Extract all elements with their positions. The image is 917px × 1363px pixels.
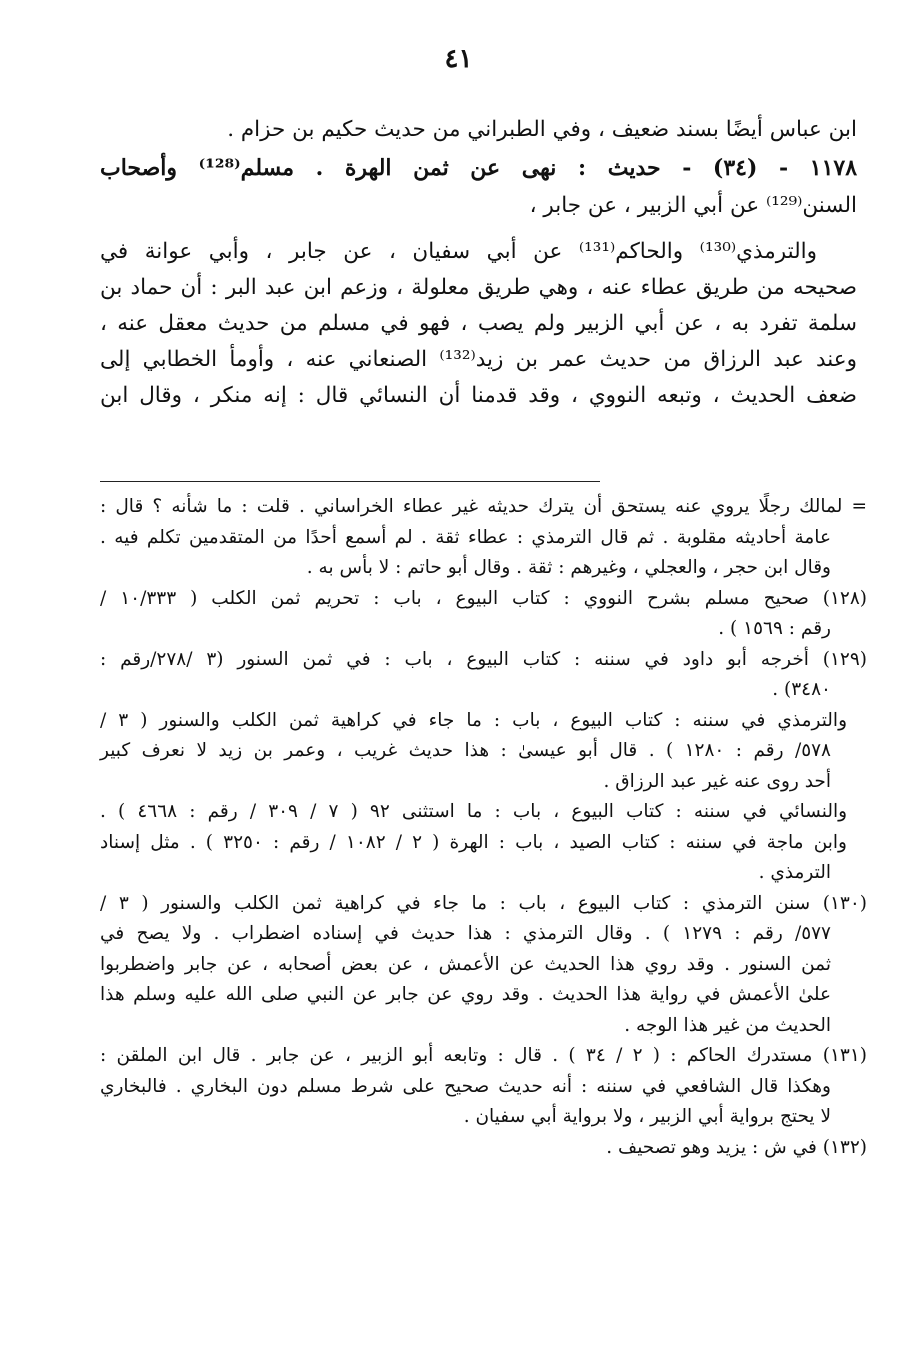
footnote-line: والنسائي في سننه : كتاب البيوع ، باب : ما استثنى ٩٢ ( ٧ / ٣٠٩ / رقم : ٤٦٦٨ ) . [100,801,848,822]
hadith-heading: ١١٧٨ - (٣٤) - حديث : نهى عن ثمن الهرة . مسلم⁽¹²⁸⁾ وأصحاب [100,155,858,181]
text-line: وعند عبد الرزاق من حديث عمر بن زيد⁽¹³²⁾ الصنعاني عنه ، وأومأ الخطابي إلى [100,347,858,372]
footnote-line: علىٰ الأعمش في رواية هذا الحديث . وقد روي عن جابر عن النبي صلى الله عليه وسلم هذا [100,984,831,1005]
footnote-line: وابن ماجة في سننه : كتاب الصيد ، باب : الهرة ( ٢ / ١٠٨٢ / رقم : ٣٢٥٠ ) . مثل إسناد [100,831,847,853]
main-text [100,112,857,414]
footnote-line: والترمذي في سننه : كتاب البيوع ، باب : ما جاء في كراهية ثمن الكلب والسنور ( ٣ / [100,709,847,731]
text-line: ابن عباس أيضًا بسند ضعيف ، وفي الطبراني من حديث حكيم بن حزام . [227,117,857,142]
footnote-line: (١٢٨) صحيح مسلم بشرح النووي : كتاب البيوع ، باب : تحريم ثمن الكلب ( ١٠/٣٣٣ / [100,587,867,609]
text-line: السنن⁽¹²⁹⁾ عن أبي الزبير ، عن جابر ، [529,193,857,218]
footnote-line: عامة أحاديثه مقلوبة . ثم قال الترمذي : عطاء ثقة . لم أسمع أحدًا من المتقدمين تكلم فيه . [100,526,831,548]
footnote-line: (١٣١) مستدرك الحاكم : ( ٢ / ٣٤ ) . قال : وتابعه أبو الزبير ، عن جابر . قال ابن الملقن : [100,1045,867,1066]
footnote-divider [100,481,600,482]
footnote-line: أحد روى عنه غير عبد الرزاق . [603,770,831,792]
footnote-line: وهكذا قال الشافعي في سننه : أنه حديث صحيح على شرط مسلم دون البخاري . فالبخاري [100,1075,831,1097]
footnote-line: = لمالك رجلًا يروي عنه يستحق أن يترك حديثه غير عطاء الخراساني . قلت : ما شأنه ؟ قال : [100,496,867,517]
footnote-line: ٥٧٧/ رقم : ١٢٧٩ ) . وقال الترمذي : هذا حديث في إسناده اضطراب . ولا يصح في [100,923,831,944]
footnote-line: الترمذي . [758,862,831,883]
footnote-line: (١٢٩) أخرجه أبو داود في سننه : كتاب البيوع ، باب : في ثمن السنور (٣ /٢٧٨/رقم : [100,648,867,670]
footnote-line: ٣٤٨٠) . [772,679,831,700]
text-line: ضعف الحديث ، وتبعه النووي ، وقد قدمنا أن النسائي قال : إنه منكر ، وقال ابن [100,383,857,408]
footnote-line: لا يحتج برواية أبي الزبير ، ولا برواية أبي سفيان . [463,1106,831,1127]
text-line: والترمذي⁽¹³⁰⁾ والحاكم⁽¹³¹⁾ عن أبي سفيان ، عن جابر ، وأبي عوانة في [100,239,817,264]
footnote-line: الحديث من غير هذا الوجه . [624,1014,831,1036]
footnote-line: (١٣٢) في ش : يزيد وهو تصحيف . [606,1136,867,1158]
footnote-line: وقال ابن حجر ، والعجلي ، وغيرهم : ثقة . وقال أبو حاتم : لا بأس به . [306,557,831,578]
footnote-line: رقم : ١٥٦٩ ) . [718,618,831,639]
page-number: ٤١ [444,44,473,74]
text-line: صحيحه من طريق عطاء عنه ، وهي طريق معلولة ، وزعم ابن عبد البر : أن حماد بن [100,275,857,300]
footnote-line: ٥٧٨/ رقم : ١٢٨٠ ) . قال أبو عيسىٰ : هذا حديث غريب ، وعمر بن زيد لا نعرف كبير [100,740,831,761]
footnote-line: ثمن السنور . وقد روي هذا الحديث عن الأعمش ، عن بعض أصحابه ، عن جابر واضطربوا [100,953,831,975]
footnote-line: (١٣٠) سنن الترمذي : كتاب البيوع ، باب : ما جاء في كراهية ثمن الكلب والسنور ( ٣ / [100,892,867,914]
text-line: سلمة تفرد به ، عن أبي الزبير ولم يصب ، فهو في مسلم من حديث معقل عنه ، [100,311,857,336]
footnotes [100,492,867,1163]
